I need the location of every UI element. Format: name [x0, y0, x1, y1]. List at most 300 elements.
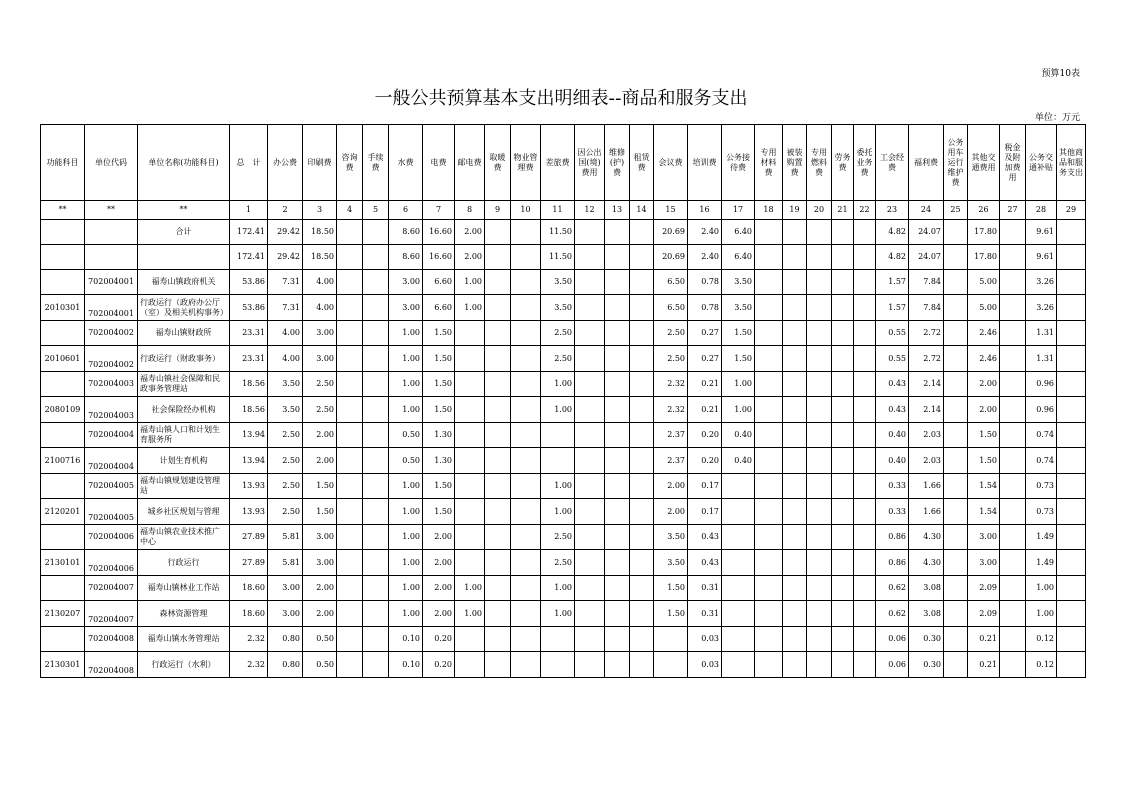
amount-cell: 5.00	[968, 270, 1000, 295]
amount-cell	[654, 627, 688, 652]
unit-code-cell: 702004002	[85, 346, 138, 372]
amount-cell	[1057, 601, 1086, 627]
amount-cell: 1.50	[968, 448, 1000, 474]
amount-cell: 2.50	[541, 321, 575, 346]
amount-cell	[630, 397, 654, 423]
amount-cell	[807, 499, 832, 525]
unit-code-cell: 702004001	[85, 295, 138, 321]
unit-code-cell: 702004008	[85, 652, 138, 678]
amount-cell	[944, 601, 968, 627]
amount-cell: 0.10	[389, 627, 423, 652]
amount-cell: 0.50	[389, 423, 423, 448]
amount-cell: 13.93	[230, 474, 268, 499]
amount-cell	[337, 474, 363, 499]
column-index: **	[138, 201, 230, 220]
amount-cell	[832, 270, 854, 295]
amount-cell	[337, 576, 363, 601]
unit-name-cell: 福寿山镇农业技术推广中心	[138, 525, 230, 550]
table-row	[41, 550, 1086, 576]
amount-cell	[575, 220, 605, 245]
amount-cell	[1057, 499, 1086, 525]
amount-cell: 0.80	[268, 652, 303, 678]
amount-cell: 6.60	[423, 295, 455, 321]
amount-cell: 13.93	[230, 499, 268, 525]
amount-cell	[783, 220, 807, 245]
amount-cell	[511, 321, 541, 346]
amount-cell	[1000, 652, 1026, 678]
amount-cell: 6.60	[423, 270, 455, 295]
amount-cell	[832, 576, 854, 601]
amount-cell: 20.69	[654, 220, 688, 245]
table-row	[41, 270, 1086, 295]
amount-cell: 0.86	[876, 550, 909, 576]
column-index: 4	[337, 201, 363, 220]
amount-cell	[722, 474, 755, 499]
amount-cell	[1057, 372, 1086, 397]
amount-cell: 0.40	[722, 423, 755, 448]
column-index: 20	[807, 201, 832, 220]
amount-cell: 17.80	[968, 220, 1000, 245]
amount-cell: 1.00	[541, 499, 575, 525]
amount-cell	[605, 321, 630, 346]
amount-cell: 53.86	[230, 295, 268, 321]
amount-cell	[363, 474, 389, 499]
amount-cell: 0.10	[389, 652, 423, 678]
column-index: 29	[1057, 201, 1086, 220]
amount-cell: 0.30	[909, 627, 944, 652]
amount-cell: 0.43	[876, 372, 909, 397]
amount-cell: 0.50	[389, 448, 423, 474]
amount-cell	[1000, 499, 1026, 525]
amount-cell: 4.00	[268, 321, 303, 346]
amount-cell	[807, 270, 832, 295]
column-header: 水费	[389, 125, 423, 201]
amount-cell	[630, 346, 654, 372]
amount-cell: 5.81	[268, 525, 303, 550]
amount-cell	[511, 372, 541, 397]
amount-cell	[1000, 601, 1026, 627]
amount-cell	[1057, 346, 1086, 372]
amount-cell: 1.50	[423, 321, 455, 346]
amount-cell	[944, 270, 968, 295]
amount-cell: 1.00	[541, 397, 575, 423]
amount-cell	[575, 346, 605, 372]
amount-cell: 0.86	[876, 525, 909, 550]
amount-cell	[755, 499, 783, 525]
amount-cell: 1.00	[1026, 601, 1057, 627]
amount-cell: 0.73	[1026, 499, 1057, 525]
amount-cell	[455, 372, 485, 397]
function-code-cell: 2130301	[41, 652, 85, 678]
amount-cell: 0.20	[423, 627, 455, 652]
column-index: 26	[968, 201, 1000, 220]
amount-cell	[630, 601, 654, 627]
amount-cell	[783, 627, 807, 652]
amount-cell	[1057, 295, 1086, 321]
amount-cell	[485, 346, 511, 372]
amount-cell	[455, 346, 485, 372]
amount-cell	[485, 220, 511, 245]
amount-cell: 2.09	[968, 601, 1000, 627]
amount-cell	[337, 550, 363, 576]
function-code-cell: 2080109	[41, 397, 85, 423]
amount-cell: 0.78	[688, 295, 722, 321]
column-header: 邮电费	[455, 125, 485, 201]
amount-cell	[485, 372, 511, 397]
column-header: 租赁费	[630, 125, 654, 201]
amount-cell: 1.50	[654, 601, 688, 627]
column-header: 物业管理费	[511, 125, 541, 201]
amount-cell	[363, 321, 389, 346]
amount-cell: 9.61	[1026, 245, 1057, 270]
amount-cell	[807, 397, 832, 423]
column-index: 16	[688, 201, 722, 220]
amount-cell: 0.43	[876, 397, 909, 423]
amount-cell: 0.55	[876, 321, 909, 346]
amount-cell	[337, 499, 363, 525]
amount-cell: 3.50	[268, 372, 303, 397]
amount-cell	[630, 270, 654, 295]
amount-cell: 2.00	[423, 601, 455, 627]
column-header: 税金及附加费用	[1000, 125, 1026, 201]
amount-cell: 1.54	[968, 499, 1000, 525]
amount-cell	[363, 448, 389, 474]
column-index: 19	[783, 201, 807, 220]
amount-cell	[575, 245, 605, 270]
amount-cell: 2.00	[303, 576, 337, 601]
table-row	[41, 220, 1086, 245]
amount-cell: 0.33	[876, 499, 909, 525]
unit-name-cell: 森林资源管理	[138, 601, 230, 627]
amount-cell: 1.00	[541, 576, 575, 601]
amount-cell	[363, 423, 389, 448]
amount-cell: 0.03	[688, 652, 722, 678]
column-header: 公务用车运行维护费	[944, 125, 968, 201]
amount-cell	[722, 499, 755, 525]
amount-cell	[541, 423, 575, 448]
amount-cell: 1.49	[1026, 550, 1057, 576]
amount-cell	[511, 346, 541, 372]
amount-cell	[605, 499, 630, 525]
amount-cell	[605, 423, 630, 448]
column-index: 22	[854, 201, 876, 220]
header-row	[41, 125, 1086, 201]
amount-cell: 23.31	[230, 321, 268, 346]
index-row	[41, 201, 1086, 220]
column-header: 专用燃料费	[807, 125, 832, 201]
unit-label: 单位：万元	[1034, 113, 1080, 123]
amount-cell	[363, 525, 389, 550]
amount-cell: 4.00	[303, 270, 337, 295]
amount-cell: 1.50	[722, 346, 755, 372]
amount-cell: 0.78	[688, 270, 722, 295]
amount-cell: 1.50	[423, 397, 455, 423]
amount-cell: 0.74	[1026, 448, 1057, 474]
amount-cell: 2.37	[654, 423, 688, 448]
amount-cell	[363, 576, 389, 601]
amount-cell	[485, 474, 511, 499]
amount-cell	[807, 576, 832, 601]
amount-cell: 0.40	[876, 448, 909, 474]
amount-cell	[944, 397, 968, 423]
unit-code-cell: 702004004	[85, 423, 138, 448]
amount-cell	[485, 576, 511, 601]
amount-cell: 1.50	[968, 423, 1000, 448]
amount-cell	[511, 525, 541, 550]
unit-code-cell: 702004003	[85, 397, 138, 423]
amount-cell: 5.00	[968, 295, 1000, 321]
amount-cell: 9.61	[1026, 220, 1057, 245]
amount-cell	[455, 321, 485, 346]
amount-cell	[722, 576, 755, 601]
amount-cell	[630, 499, 654, 525]
amount-cell	[854, 525, 876, 550]
amount-cell	[807, 448, 832, 474]
column-index: 5	[363, 201, 389, 220]
function-code-cell: 2130101	[41, 550, 85, 576]
amount-cell: 0.62	[876, 576, 909, 601]
amount-cell: 2.50	[268, 448, 303, 474]
amount-cell	[944, 525, 968, 550]
amount-cell: 2.50	[654, 346, 688, 372]
amount-cell	[605, 220, 630, 245]
column-index: 14	[630, 201, 654, 220]
amount-cell	[854, 397, 876, 423]
column-header: 劳务费	[832, 125, 854, 201]
amount-cell	[783, 652, 807, 678]
column-index: 11	[541, 201, 575, 220]
amount-cell	[630, 423, 654, 448]
amount-cell: 0.74	[1026, 423, 1057, 448]
amount-cell: 29.42	[268, 220, 303, 245]
amount-cell	[363, 346, 389, 372]
amount-cell: 6.40	[722, 245, 755, 270]
amount-cell	[1057, 220, 1086, 245]
amount-cell: 0.12	[1026, 627, 1057, 652]
function-code-cell	[41, 576, 85, 601]
amount-cell: 2.00	[968, 372, 1000, 397]
amount-cell	[944, 295, 968, 321]
amount-cell: 18.50	[303, 220, 337, 245]
amount-cell: 0.73	[1026, 474, 1057, 499]
amount-cell: 11.50	[541, 245, 575, 270]
unit-name-cell: 行政运行	[138, 550, 230, 576]
function-code-cell: 2010301	[41, 295, 85, 321]
amount-cell	[485, 550, 511, 576]
unit-code-cell	[85, 220, 138, 245]
amount-cell	[511, 627, 541, 652]
amount-cell: 1.50	[654, 576, 688, 601]
column-header: 电费	[423, 125, 455, 201]
amount-cell	[722, 652, 755, 678]
amount-cell: 2.00	[423, 576, 455, 601]
unit-name-cell: 行政运行（政府办公厅（室）及相关机构事务）	[138, 295, 230, 321]
unit-code-cell: 702004007	[85, 601, 138, 627]
unit-code-cell	[85, 245, 138, 270]
amount-cell	[944, 448, 968, 474]
unit-code-cell: 702004007	[85, 576, 138, 601]
amount-cell: 1.00	[389, 525, 423, 550]
amount-cell: 3.50	[722, 270, 755, 295]
amount-cell	[755, 321, 783, 346]
amount-cell	[755, 601, 783, 627]
column-header: 培训费	[688, 125, 722, 201]
column-index: 2	[268, 201, 303, 220]
amount-cell	[807, 346, 832, 372]
amount-cell	[485, 499, 511, 525]
amount-cell: 1.00	[1026, 576, 1057, 601]
amount-cell	[575, 576, 605, 601]
amount-cell: 53.86	[230, 270, 268, 295]
amount-cell: 3.00	[268, 576, 303, 601]
unit-code-cell: 702004005	[85, 499, 138, 525]
amount-cell	[807, 652, 832, 678]
amount-cell: 0.27	[688, 321, 722, 346]
amount-cell	[575, 295, 605, 321]
amount-cell: 6.50	[654, 270, 688, 295]
amount-cell: 1.00	[389, 550, 423, 576]
amount-cell	[1057, 550, 1086, 576]
table-row	[41, 601, 1086, 627]
table-row	[41, 321, 1086, 346]
amount-cell	[511, 601, 541, 627]
amount-cell	[630, 448, 654, 474]
amount-cell: 1.66	[909, 499, 944, 525]
table-row	[41, 423, 1086, 448]
column-header: 咨询费	[337, 125, 363, 201]
amount-cell: 11.50	[541, 220, 575, 245]
amount-cell: 1.31	[1026, 321, 1057, 346]
amount-cell	[337, 270, 363, 295]
amount-cell: 1.54	[968, 474, 1000, 499]
amount-cell	[783, 372, 807, 397]
amount-cell	[337, 601, 363, 627]
amount-cell	[807, 295, 832, 321]
amount-cell	[755, 627, 783, 652]
amount-cell	[755, 397, 783, 423]
amount-cell	[832, 423, 854, 448]
amount-cell: 18.60	[230, 601, 268, 627]
amount-cell: 0.21	[688, 372, 722, 397]
amount-cell: 7.84	[909, 270, 944, 295]
amount-cell	[783, 245, 807, 270]
amount-cell	[485, 245, 511, 270]
amount-cell: 2.72	[909, 321, 944, 346]
amount-cell	[511, 474, 541, 499]
amount-cell	[630, 550, 654, 576]
unit-code-cell: 702004008	[85, 627, 138, 652]
amount-cell	[1000, 295, 1026, 321]
column-header: 因公出国(境)费用	[575, 125, 605, 201]
column-header: 总 计	[230, 125, 268, 201]
amount-cell: 3.00	[268, 601, 303, 627]
amount-cell	[854, 576, 876, 601]
amount-cell: 1.00	[541, 372, 575, 397]
table-row	[41, 576, 1086, 601]
amount-cell: 2.46	[968, 346, 1000, 372]
amount-cell	[783, 474, 807, 499]
amount-cell	[455, 499, 485, 525]
amount-cell	[1057, 652, 1086, 678]
amount-cell	[575, 270, 605, 295]
amount-cell	[722, 550, 755, 576]
amount-cell	[575, 321, 605, 346]
amount-cell	[755, 448, 783, 474]
amount-cell: 1.50	[722, 321, 755, 346]
column-header: 会议费	[654, 125, 688, 201]
amount-cell	[944, 346, 968, 372]
table-row	[41, 627, 1086, 652]
amount-cell	[783, 270, 807, 295]
amount-cell: 1.00	[389, 601, 423, 627]
amount-cell: 0.31	[688, 601, 722, 627]
column-index: 13	[605, 201, 630, 220]
column-index: 12	[575, 201, 605, 220]
amount-cell	[832, 499, 854, 525]
column-header: 福利费	[909, 125, 944, 201]
unit-code-cell: 702004006	[85, 550, 138, 576]
unit-code-cell: 702004005	[85, 474, 138, 499]
amount-cell: 172.41	[230, 220, 268, 245]
amount-cell: 1.50	[423, 372, 455, 397]
amount-cell: 13.94	[230, 423, 268, 448]
amount-cell: 0.50	[303, 627, 337, 652]
amount-cell	[575, 474, 605, 499]
amount-cell	[455, 397, 485, 423]
amount-cell: 8.60	[389, 245, 423, 270]
function-code-cell: 2010601	[41, 346, 85, 372]
amount-cell: 2.00	[455, 245, 485, 270]
amount-cell	[807, 372, 832, 397]
unit-name-cell: 福寿山镇林业工作站	[138, 576, 230, 601]
amount-cell	[854, 627, 876, 652]
amount-cell	[541, 627, 575, 652]
amount-cell	[944, 652, 968, 678]
amount-cell	[363, 220, 389, 245]
amount-cell: 3.50	[654, 550, 688, 576]
table-row	[41, 372, 1086, 397]
amount-cell	[854, 321, 876, 346]
amount-cell	[337, 525, 363, 550]
amount-cell	[1057, 448, 1086, 474]
amount-cell	[575, 652, 605, 678]
table-row	[41, 295, 1086, 321]
unit-name-cell: 行政运行（财政事务）	[138, 346, 230, 372]
amount-cell	[807, 423, 832, 448]
amount-cell	[1000, 220, 1026, 245]
amount-cell: 0.43	[688, 550, 722, 576]
amount-cell	[755, 550, 783, 576]
amount-cell: 3.26	[1026, 295, 1057, 321]
amount-cell: 0.62	[876, 601, 909, 627]
amount-cell: 0.96	[1026, 397, 1057, 423]
amount-cell	[485, 321, 511, 346]
amount-cell	[455, 525, 485, 550]
amount-cell: 17.80	[968, 245, 1000, 270]
column-header: 其他交通费用	[968, 125, 1000, 201]
amount-cell	[755, 474, 783, 499]
amount-cell	[630, 525, 654, 550]
amount-cell	[455, 448, 485, 474]
amount-cell: 1.57	[876, 295, 909, 321]
unit-name-cell: 福寿山镇规划建设管理站	[138, 474, 230, 499]
table-row	[41, 474, 1086, 499]
amount-cell: 1.50	[423, 346, 455, 372]
unit-code-cell: 702004002	[85, 321, 138, 346]
amount-cell: 3.50	[541, 295, 575, 321]
amount-cell: 0.20	[688, 448, 722, 474]
amount-cell: 1.50	[303, 499, 337, 525]
